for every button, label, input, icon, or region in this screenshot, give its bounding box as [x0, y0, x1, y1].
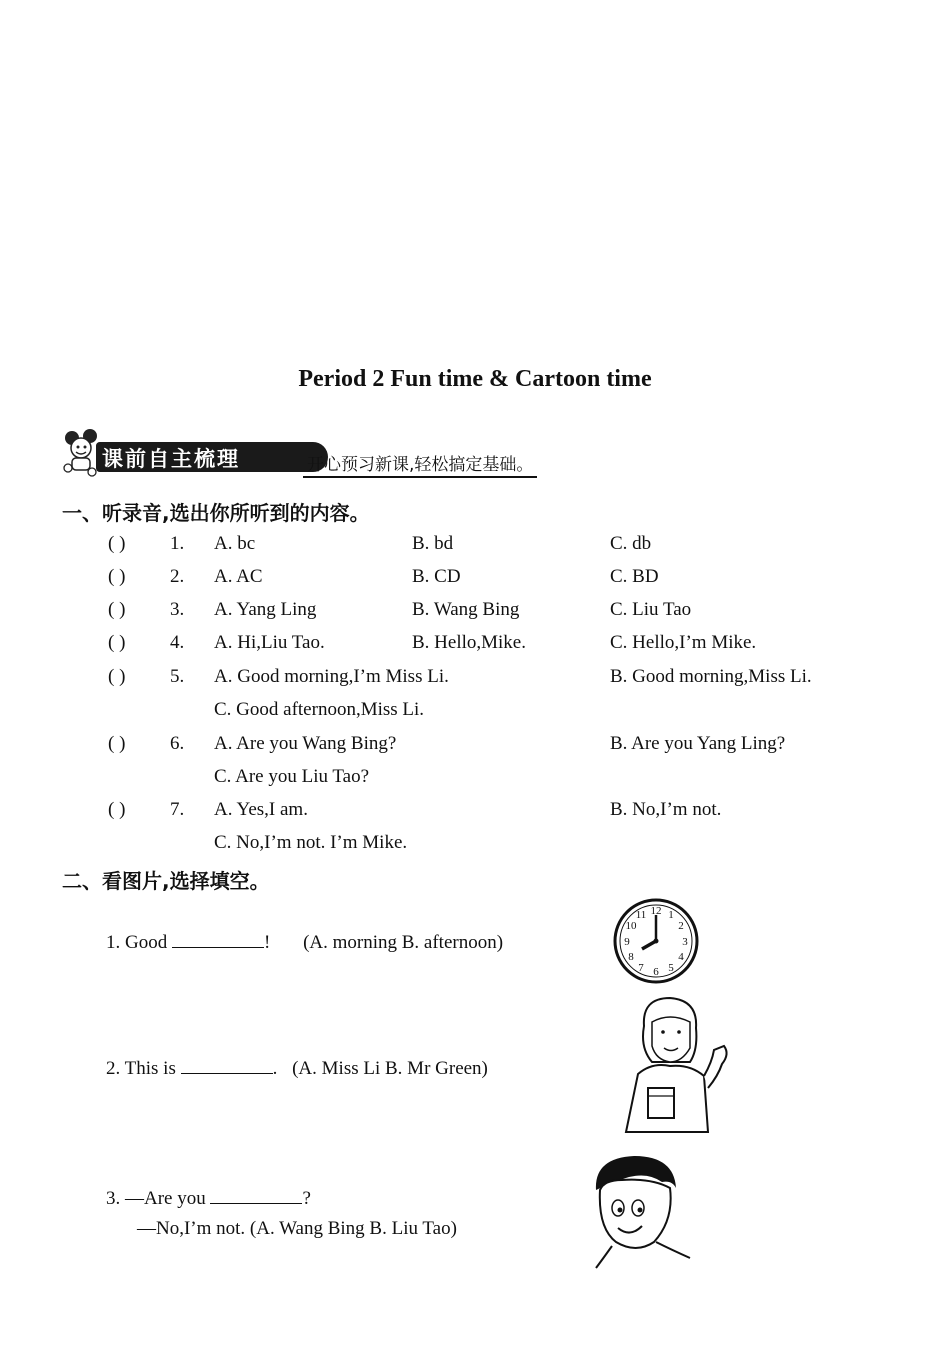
boy-illustration-icon [582, 1150, 697, 1275]
clock-number-3: 3 [682, 936, 688, 948]
option-a: A. bc [214, 533, 256, 554]
q3-answer-line: —No,I’m not. (A. Wang Bing B. Liu Tao) [137, 1218, 457, 1239]
banner-subtitle: 开心预习新课,轻松搞定基础。 [303, 450, 537, 478]
option-c: C. Are you Liu Tao? [214, 766, 370, 787]
option-c: C. Liu Tao [610, 599, 692, 620]
answer-blank[interactable] [181, 1055, 273, 1074]
page-title: Period 2 Fun time & Cartoon time [298, 366, 652, 392]
answer-paren[interactable]: ( ) [108, 632, 126, 653]
option-b: B. CD [412, 566, 461, 587]
clock-number-7: 7 [638, 962, 644, 974]
clock-number-12: 12 [650, 905, 662, 917]
option-b: B. No,I’m not. [610, 799, 722, 820]
option-a: A. Hi,Liu Tao. [214, 632, 325, 653]
answer-paren[interactable]: ( ) [108, 566, 126, 587]
clock-number-4: 4 [678, 951, 684, 963]
q1-prefix: 1. Good [106, 932, 172, 953]
q1-suffix: ! [263, 932, 271, 953]
picture-question-1 [106, 929, 503, 954]
teacher-illustration-icon [612, 992, 737, 1140]
answer-paren[interactable]: ( ) [108, 666, 126, 687]
option-b: B. bd [412, 533, 454, 554]
clock-number-5: 5 [668, 962, 674, 974]
option-b: B. Are you Yang Ling? [610, 733, 786, 754]
q2-prefix: 2. This is [106, 1058, 181, 1079]
section1-heading: 一、听录音,选出你所听到的内容。 [62, 501, 370, 525]
option-b: B. Wang Bing [412, 599, 520, 620]
clock-number-6: 6 [653, 966, 659, 978]
clock-icon [612, 897, 700, 985]
clock-number-8: 8 [628, 951, 634, 963]
q3-prefix: 3. —Are you [106, 1188, 211, 1209]
option-c: C. db [610, 533, 652, 554]
question-number: 1. [170, 533, 185, 554]
option-b: B. Good morning,Miss Li. [610, 666, 812, 687]
q2-suffix: . [272, 1058, 278, 1079]
question-number: 7. [170, 799, 185, 820]
question-number: 5. [170, 666, 185, 687]
answer-paren[interactable]: ( ) [108, 533, 126, 554]
answer-paren[interactable]: ( ) [108, 733, 126, 754]
clock-number-10: 10 [625, 920, 637, 932]
option-b: B. Hello,Mike. [412, 632, 526, 653]
banner-label: 课前自主梳理 [102, 447, 240, 471]
option-c: C. Good afternoon,Miss Li. [214, 699, 425, 720]
section2-heading: 二、看图片,选择填空。 [62, 869, 270, 893]
answer-blank[interactable] [210, 1185, 302, 1204]
picture-question-3 [106, 1185, 311, 1210]
clock-number-9: 9 [624, 936, 630, 948]
option-a: A. Yes,I am. [214, 799, 308, 820]
option-c: C. Hello,I’m Mike. [610, 632, 757, 653]
option-c: C. No,I’m not. I’m Mike. [214, 832, 408, 853]
question-number: 2. [170, 566, 185, 587]
clock-number-2: 2 [678, 920, 684, 932]
option-a: A. Yang Ling [214, 599, 317, 620]
question-number: 4. [170, 632, 185, 653]
question-number: 6. [170, 733, 185, 754]
q2-options: (A. Miss Li B. Mr Green) [292, 1058, 488, 1079]
q1-options: (A. morning B. afternoon) [303, 932, 504, 953]
clock-number-1: 1 [668, 909, 674, 921]
question-number: 3. [170, 599, 185, 620]
option-a: A. AC [214, 566, 263, 587]
clock-number-11: 11 [635, 909, 647, 921]
q3-suffix: ? [302, 1188, 311, 1209]
section-banner [58, 428, 573, 480]
option-c: C. BD [610, 566, 659, 587]
option-a: A. Are you Wang Bing? [214, 733, 397, 754]
picture-question-2 [106, 1055, 488, 1080]
answer-blank[interactable] [172, 929, 264, 948]
option-a: A. Good morning,I’m Miss Li. [214, 666, 449, 687]
answer-paren[interactable]: ( ) [108, 599, 126, 620]
answer-paren[interactable]: ( ) [108, 799, 126, 820]
